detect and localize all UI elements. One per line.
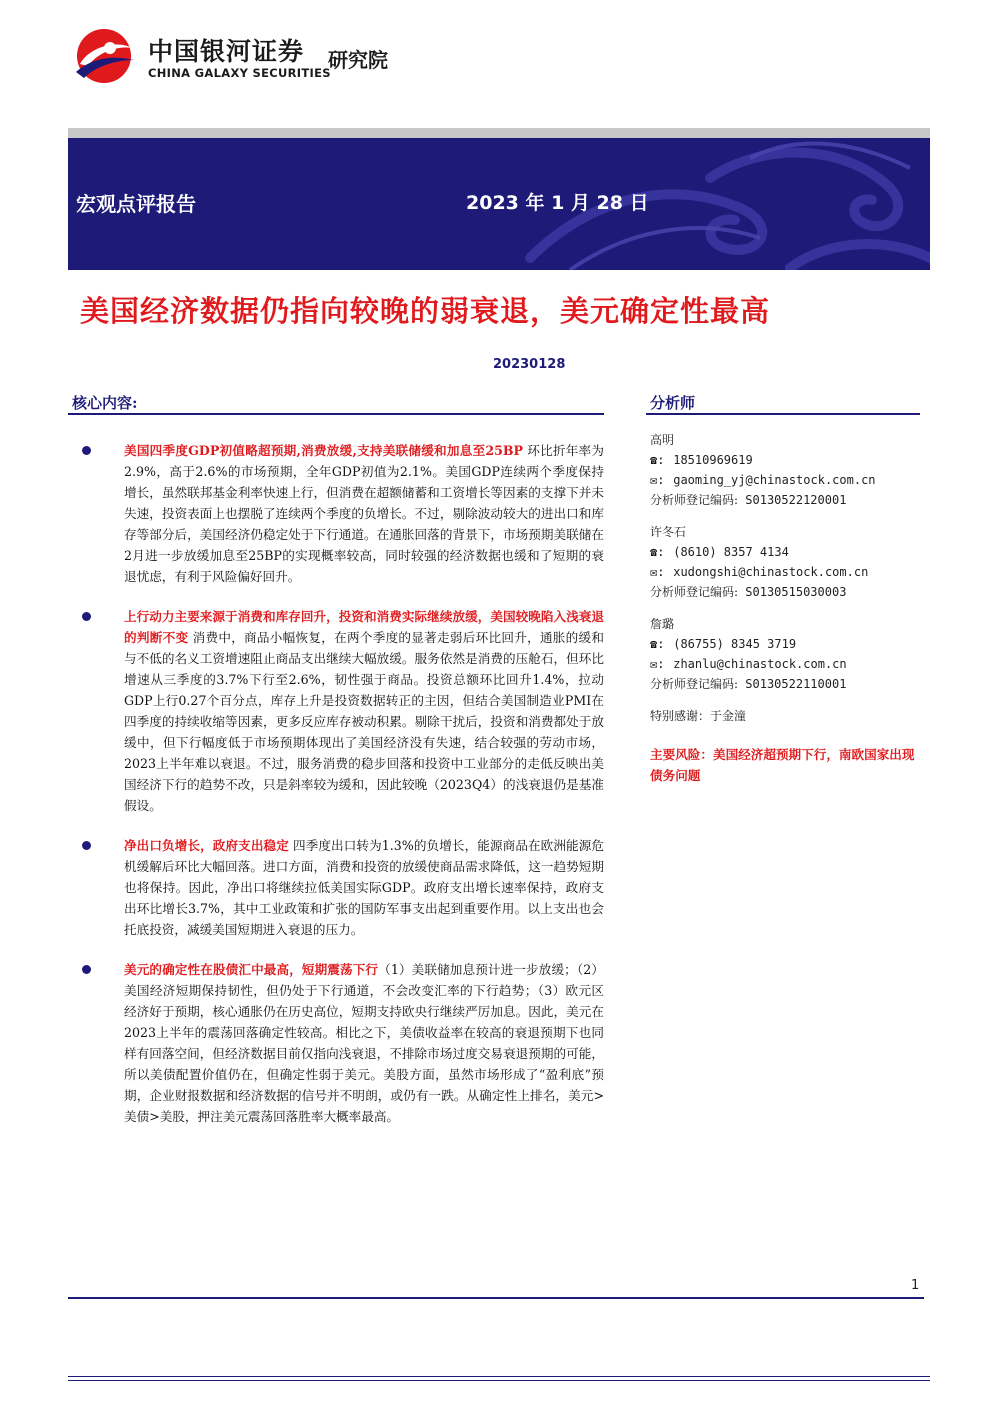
analyst-card [650, 522, 925, 602]
analyst-name: 许冬石 [650, 525, 687, 539]
reg-label: 分析师登记编码: [650, 677, 739, 691]
bullet-item [80, 959, 604, 1127]
analyst-card [650, 614, 925, 694]
bullet-item [80, 835, 604, 940]
page-number: 1 [911, 1278, 920, 1293]
main-risk: 主要风险：美国经济超预期下行，南欧国家出现债务问题 [650, 747, 915, 783]
logo-english-name: CHINA GALAXY SECURITIES [148, 66, 331, 80]
core-bullets [80, 440, 604, 1146]
company-logo [70, 26, 410, 86]
analyst-name: 詹璐 [650, 617, 675, 631]
analyst-email[interactable]: xudongshi@chinastock.com.cn [673, 565, 869, 579]
bullet-text: 四季度出口转为1.3%的负增长，能源商品在欧洲能源危机缓解后环比大幅回落。进口方面，消费和投资的放缓使商品需求降低，这一趋势短期也将保持。因此，净出口将继续拉低美国实际GDP。政府支出增长速率保持，政府支出环比增长3.7%，其中工业政策和扩张的国防军事支出起到重要作用。以上支出也会托底投资，减缓美国短期进入衰退的压力。 [124, 838, 605, 937]
analyst-reg-code: S0130522110001 [745, 677, 847, 691]
reg-label: 分析师登记编码: [650, 585, 739, 599]
logo-institute: 研究院 [328, 48, 388, 72]
galaxy-logo-icon [70, 26, 138, 86]
reg-label: 分析师登记编码: [650, 493, 739, 507]
analyst-phone: (86755) 8345 3719 [673, 637, 797, 651]
report-date: 2023 年 1 月 28 日 [466, 192, 649, 214]
bullet-highlight: 美元的确定性在股债汇中最高，短期震荡下行 [124, 962, 379, 977]
analyst-reg-code: S0130522120001 [745, 493, 847, 507]
logo-chinese-name: 中国银河证券 [148, 37, 305, 66]
report-banner [68, 138, 930, 270]
banner-top-strip [68, 128, 930, 138]
analyst-card [650, 430, 925, 510]
bullet-dot-icon [82, 841, 91, 850]
analyst-phone: 18510969619 [673, 453, 753, 467]
bullet-dot-icon [82, 446, 91, 455]
bullet-item [80, 606, 604, 816]
analyst-divider [646, 413, 920, 415]
bullet-text: （1）美联储加息预计进一步放缓；（2）美国经济短期保持韧性，但仍处于下行通道，不会改变汇率的下行趋势；（3）欧元区经济好于预期，核心通胀仍在历史高位，短期支持欧央行继续严厉加息。因此，美元在2023上半年的震荡回落确定性较高。相比之下，美债收益率在较高的衰退预期下也同样有回落空间，但经济数据目前仅指向浅衰退，不排除市场过度交易衰退预期的可能，所以美债配置价值仍在，但确定性弱于美元。美股方面，虽然市场形成了“盈利底”预期，企业财报数据和经济数据的信号并不明朗，或仍有一跌。从确定性上排名，美元>美债>美股，押注美元震荡回落胜率大概率最高。 [124, 962, 604, 1124]
analyst-list [650, 430, 925, 786]
phone-icon: ☎: [650, 637, 665, 651]
email-icon: ✉: [650, 565, 665, 579]
special-thanks: 特别感谢：于金潼 [650, 709, 747, 723]
bullet-dot-icon [82, 612, 91, 621]
bullet-highlight: 净出口负增长，政府支出稳定 [124, 838, 289, 853]
report-title: 美国经济数据仍指向较晚的弱衰退，美元确定性最高 [80, 294, 771, 328]
bullet-item [80, 440, 604, 587]
bullet-dot-icon [82, 965, 91, 974]
analyst-email[interactable]: zhanlu@chinastock.com.cn [673, 657, 847, 671]
footer-rule-bottom [68, 1380, 930, 1381]
analyst-email[interactable]: gaoming_yj@chinastock.com.cn [673, 473, 876, 487]
analyst-label: 分析师 [650, 394, 696, 412]
phone-icon: ☎: [650, 545, 665, 559]
bullet-text: 环比折年率为2.9%，高于2.6%的市场预期，全年GDP初值为2.1%。美国GDP连续两个季度保持增长，虽然联邦基金利率快速上行，但消费在超额储蓄和工资增长等因素的支撑下并未失速，投资表面上也摆脱了连续两个季度的负增长。不过，剔除波动较大的进出口和库存等部分后，美国经济仍稳定处于下行通道。在通胀回落的背景下，市场预期美联储在2月进一步放缓加息至25BP的实现概率较高，同时较强的经济数据也缓和了短期的衰退忧虑，有利于风险偏好回升。 [124, 443, 604, 584]
analyst-reg-code: S0130515030003 [745, 585, 847, 599]
report-date-code: 20230128 [493, 357, 566, 372]
report-type: 宏观点评报告 [76, 192, 196, 216]
footer-rule-top [68, 1376, 930, 1377]
bullet-text: 消费中，商品小幅恢复，在两个季度的显著走弱后环比回升，通胀的缓和与不低的名义工资增速阻止商品支出继续大幅放缓。服务依然是消费的压舱石，但环比增速从三季度的3.7%下行至2.6%，韧性强于商品。投资总额环比回升1.4%，拉动GDP上行0.27个百分点，库存上升是投资数据转正的主因，但结合美国制造业PMI在四季度的持续收缩等因素，更多反应库存被动积累。剔除干扰后，投资和消费都处于放缓中，但下行幅度低于市场预期体现出了美国经济没有失速，结合较强的劳动市场，2023上半年难以衰退。不过，服务消费的稳步回落和投资中工业部分的走低反映出美国经济下行的趋势不改，只是斜率较为缓和，因此较晚（2023Q4）的浅衰退仍是基准假设。 [124, 630, 604, 813]
footer-divider [68, 1297, 924, 1299]
core-content-label: 核心内容: [72, 394, 138, 412]
phone-icon: ☎: [650, 453, 665, 467]
bullet-highlight: 上行动力主要来源于消费和库存回升，投资和消费实际继续放缓，美国较晚陷入浅衰退的判断不变 [124, 609, 604, 645]
core-divider [68, 413, 604, 415]
analyst-name: 高明 [650, 433, 675, 447]
analyst-phone: (8610) 8357 4134 [673, 545, 789, 559]
bullet-highlight: 美国四季度GDP初值略超预期,消费放缓,支持美联储缓和加息至25BP [124, 443, 523, 458]
email-icon: ✉: [650, 473, 665, 487]
email-icon: ✉: [650, 657, 665, 671]
